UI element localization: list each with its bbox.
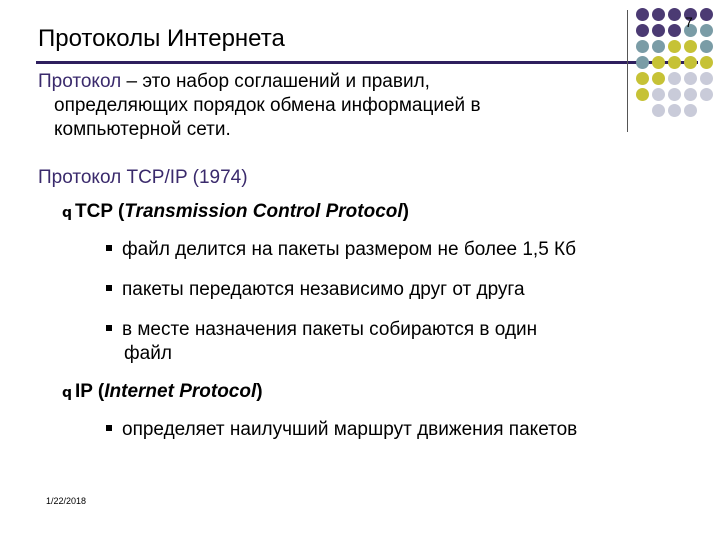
decorative-dot: [684, 40, 697, 53]
decorative-dot: [700, 56, 713, 69]
decorative-dot: [684, 56, 697, 69]
ip-item: [62, 380, 263, 405]
vertical-divider: [627, 10, 628, 132]
square-bullet-icon: [106, 325, 112, 331]
decorative-dot: [700, 8, 713, 21]
decorative-dot: [636, 72, 649, 85]
tcp-item: [62, 200, 409, 225]
tcp-bullet-1: [106, 238, 576, 262]
decorative-dot: [684, 104, 697, 117]
tcp-bullet-3: [106, 318, 537, 342]
decorative-dot: [700, 24, 713, 37]
tcp-label: TCP (: [75, 201, 125, 222]
decorative-dot: [652, 56, 665, 69]
slide-date: 1/22/2018: [46, 496, 87, 506]
checkbox-bullet-icon: q: [62, 205, 73, 221]
tcp-bullet-text-2: пакеты передаются независимо друг от друга: [122, 279, 525, 300]
ip-bullet-1: [106, 418, 577, 442]
decorative-dot: [668, 40, 681, 53]
decorative-dot: [668, 56, 681, 69]
tcp-bullet-text-1: файл делится на пакеты размером не более 1,5 Кб: [122, 239, 576, 260]
decorative-dot: [636, 56, 649, 69]
definition-line-2: определяющих порядок обмена информацией в: [54, 95, 481, 116]
ip-close: ): [256, 381, 263, 402]
definition-line-1: [38, 70, 430, 94]
tcp-bullet-2: [106, 278, 525, 302]
ip-bullet-text-1: определяет наилучший маршрут движения пакетов: [122, 419, 578, 440]
ip-full-name: Internet Protocol: [104, 381, 257, 402]
decorative-dot: [636, 40, 649, 53]
decorative-dot: [668, 72, 681, 85]
decorative-dot: [700, 40, 713, 53]
slide-number: 7: [685, 14, 693, 30]
decorative-dot: [684, 88, 697, 101]
decorative-dot: [668, 88, 681, 101]
decorative-dot: [652, 88, 665, 101]
decorative-dot: [684, 72, 697, 85]
decorative-dot: [636, 88, 649, 101]
checkbox-bullet-icon: q: [62, 385, 73, 401]
decorative-dot-grid: [636, 8, 720, 120]
tcpip-heading: Протокол TCP/IP (1974): [38, 167, 248, 188]
square-bullet-icon: [106, 285, 112, 291]
square-bullet-icon: [106, 245, 112, 251]
decorative-dot: [668, 104, 681, 117]
definition-term: Протокол: [38, 71, 122, 92]
decorative-dot: [652, 104, 665, 117]
decorative-dot: [652, 24, 665, 37]
decorative-dot: [636, 8, 649, 21]
tcp-full-name: Transmission Control Protocol: [124, 201, 403, 222]
square-bullet-icon: [106, 425, 112, 431]
tcp-bullet-3-cont: файл: [124, 343, 172, 364]
tcp-bullet-text-3: в месте назначения пакеты собираются в один: [122, 319, 538, 340]
decorative-dot: [700, 88, 713, 101]
decorative-dot: [652, 8, 665, 21]
definition-line-3: компьютерной сети.: [54, 119, 231, 140]
slide-title: Протоколы Интернета: [38, 25, 285, 52]
title-divider: [36, 61, 698, 64]
definition-text-1: – это набор соглашений и правил,: [121, 71, 430, 92]
decorative-dot: [668, 8, 681, 21]
decorative-dot: [636, 24, 649, 37]
decorative-dot: [668, 24, 681, 37]
tcp-close: ): [402, 201, 409, 222]
decorative-dot: [700, 72, 713, 85]
decorative-dot: [652, 72, 665, 85]
ip-label: IP (: [75, 381, 105, 402]
decorative-dot: [652, 40, 665, 53]
